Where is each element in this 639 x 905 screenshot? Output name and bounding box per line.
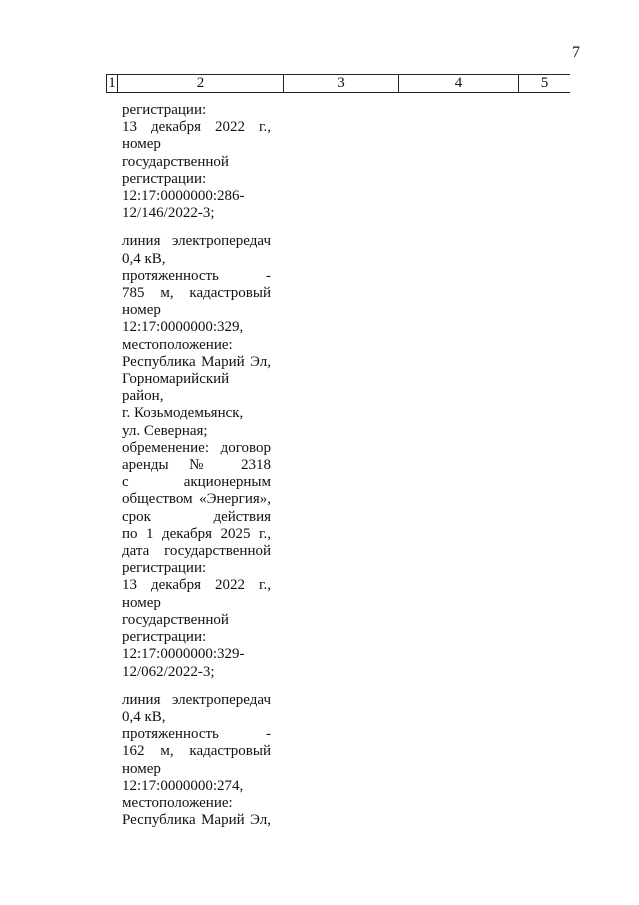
entry-text-line: 12:17:0000000:274,	[122, 777, 244, 794]
entry-text-line: 12/146/2022-3;	[122, 205, 215, 222]
entry-text-line: район,	[122, 388, 164, 405]
entry-text-line: 785 м, кадастровый	[122, 285, 271, 302]
entry-text-line: 0,4 кВ,	[122, 250, 166, 267]
entry-text-line: 12:17:0000000:286-	[122, 188, 245, 205]
table-header-cell: 3	[283, 75, 398, 92]
table-header-cell: 1	[106, 75, 117, 92]
entry-text-line: регистрации:	[122, 629, 207, 646]
entry-text-line: аренды № 2318	[122, 457, 271, 474]
entry-text-line: номер	[122, 302, 161, 319]
table-header-row	[106, 74, 570, 93]
entry-text-line: местоположение:	[122, 794, 233, 811]
table-column-2-content	[122, 102, 271, 840]
entry-text-line: обременение: договор	[122, 439, 271, 456]
entry-text-line: протяженность -	[122, 267, 271, 284]
entry-text-line: г. Козьмодемьянск,	[122, 405, 244, 422]
entry-text-line: 13 декабря 2022 г.,	[122, 577, 271, 594]
entry-text-line: регистрации:	[122, 170, 207, 187]
entry-text-line: ул. Северная;	[122, 422, 208, 439]
entry-text-line: с акционерным	[122, 474, 271, 491]
entry-text-line: дата государственной	[122, 543, 271, 560]
entry-text-line: номер	[122, 136, 161, 153]
entry-text-line: протяженность -	[122, 726, 271, 743]
property-entry	[122, 102, 271, 222]
entry-text-line: 162 м, кадастровый	[122, 743, 271, 760]
property-entry	[122, 233, 271, 680]
entry-text-line: государственной	[122, 611, 229, 628]
page-number: 7	[572, 44, 580, 61]
entry-text-line: регистрации:	[122, 560, 207, 577]
entry-text-line: Республика Марий Эл,	[122, 353, 271, 370]
entry-text-line: местоположение:	[122, 336, 233, 353]
entry-text-line: линия электропередач	[122, 691, 271, 708]
entry-text-line: 13 декабря 2022 г.,	[122, 119, 271, 136]
entry-text-line: государственной	[122, 153, 229, 170]
entry-text-line: по 1 декабря 2025 г.,	[122, 525, 271, 542]
entry-text-line: 12:17:0000000:329,	[122, 319, 244, 336]
entry-text-line: линия электропередач	[122, 233, 271, 250]
entry-text-line: регистрации:	[122, 102, 207, 118]
table-header-cell: 5	[518, 75, 570, 92]
property-entry	[122, 692, 271, 830]
entry-text-line: 12:17:0000000:329-	[122, 646, 245, 663]
entry-text-line: обществом «Энергия»,	[122, 491, 271, 508]
entry-text-line: 12/062/2022-3;	[122, 663, 215, 680]
table-header-cell: 2	[117, 75, 283, 92]
entry-text-line: Республика Марий Эл,	[122, 812, 271, 829]
entry-text-line: номер	[122, 760, 161, 777]
entry-text-line: 0,4 кВ,	[122, 708, 166, 725]
entry-text-line: номер	[122, 594, 161, 611]
entry-text-line: срок действия	[122, 508, 271, 525]
entry-text-line: Горномарийский	[122, 371, 230, 388]
table-header-cell: 4	[398, 75, 518, 92]
